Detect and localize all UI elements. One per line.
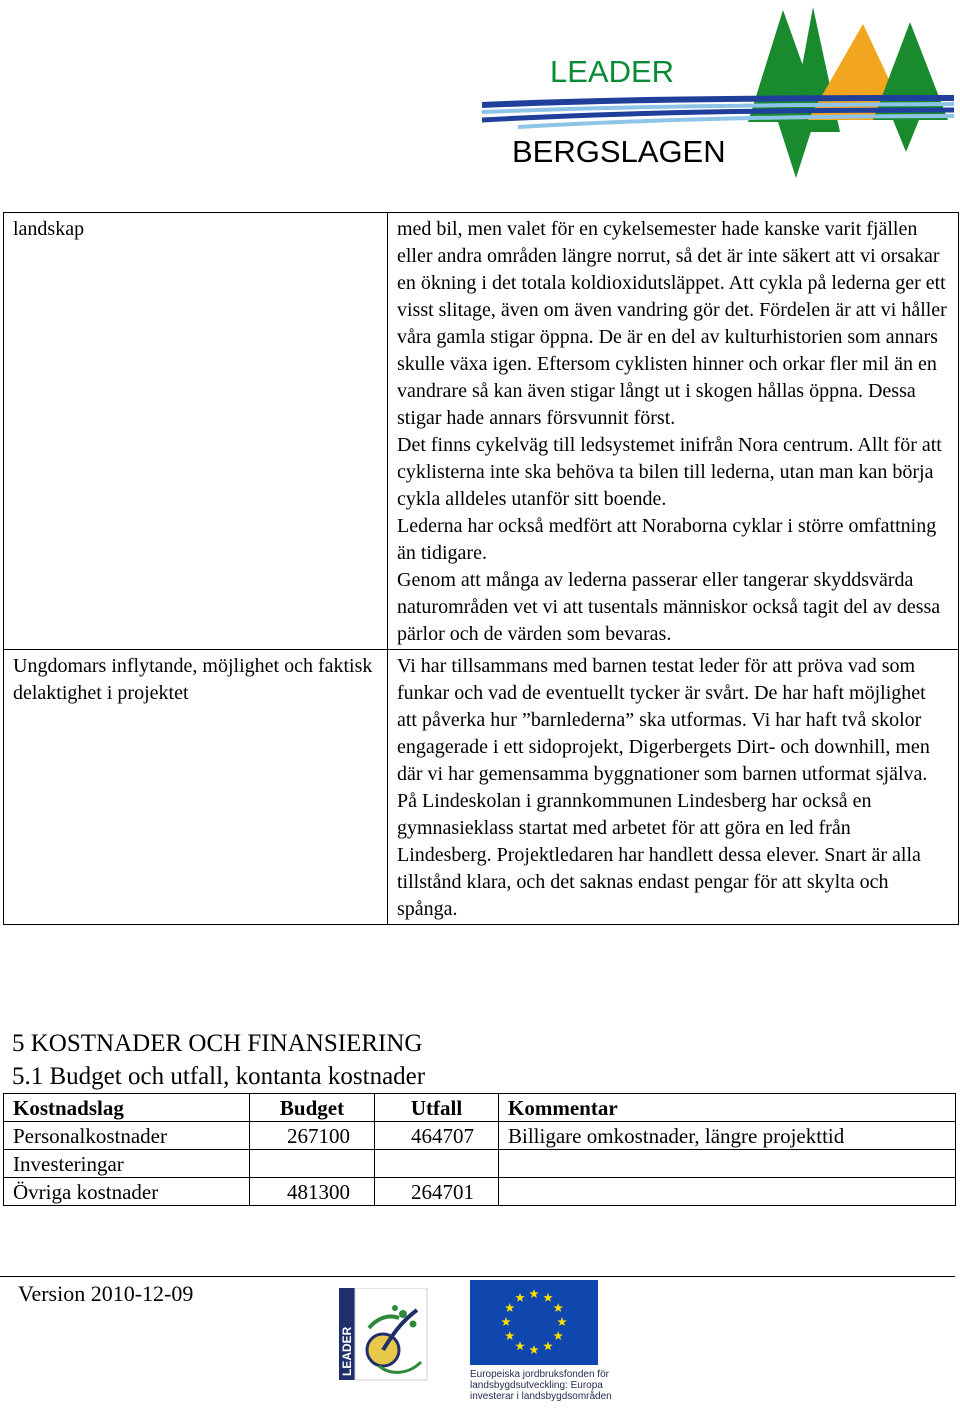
leader-emblem-logo: [339, 1288, 447, 1384]
eu-caption-line: landsbygdsutveckling: Europa: [470, 1380, 603, 1391]
eu-flag-icon: [470, 1280, 598, 1365]
footer-divider: [0, 1276, 955, 1277]
row-content: [388, 213, 959, 650]
table-row: [4, 213, 959, 650]
cell-budget: 481300: [250, 1178, 375, 1206]
cell-kostnadslag: Personalkostnader: [4, 1122, 250, 1150]
paragraph: Vi har tillsammans med barnen testat leder för att pröva vad som funkar och vad de eventuellt tycker är svårt. De har haft möjlighet att påverka hur ”barnlederna” ska utformas. Vi har haft två skolor engagerade i ett sidoprojekt, Digerbergets Dirt- och downhill, men där vi har gemensamma byggnationer som barnen utformat själva. På Lindeskolan i grannkommunen Lindesberg har också en gymnasieklass startat med arbetet för att göra en led från Lindesberg. Projektledaren har handlett dessa elever. Snart är alla tillstånd klara, och det saknas endast pengar för att skylta och spånga.: [397, 655, 930, 920]
section-heading: 5 KOSTNADER OCH FINANSIERING: [12, 1030, 423, 1057]
column-header-kommentar: Kommentar: [499, 1094, 956, 1122]
cell-budget: 267100: [250, 1122, 375, 1150]
eu-caption-line: investerar i landsbygdsområden: [470, 1391, 612, 1402]
paragraph: Lederna har också medfört att Noraborna cyklar i större omfattning än tidigare.: [397, 515, 937, 564]
row-label: landskap: [4, 213, 388, 650]
section-subheading: 5.1 Budget och utfall, kontanta kostnader: [12, 1063, 426, 1090]
column-header-utfall: Utfall: [375, 1094, 499, 1122]
cell-utfall: [375, 1150, 499, 1178]
paragraph: Det finns cykelväg till ledsystemet inifrån Nora centrum. Allt för att cyklisterna inte ska behöva ta bilen till lederna, utan man kan börja cykla alldeles utanför sitt boende.: [397, 434, 942, 510]
table-row: [4, 1178, 956, 1206]
cell-utfall: 264701: [375, 1178, 499, 1206]
column-header-kostnadslag: Kostnadslag: [4, 1094, 250, 1122]
cell-kommentar: Billigare omkostnader, längre projekttid: [499, 1122, 956, 1150]
row-content: [388, 650, 959, 925]
leader-bergslagen-logo: [478, 2, 958, 184]
table-row: [4, 1150, 956, 1178]
cell-kostnadslag: Övriga kostnader: [4, 1178, 250, 1206]
cell-kommentar: [499, 1150, 956, 1178]
cell-kostnadslag: Investeringar: [4, 1150, 250, 1178]
leader-emblem-text: LEADER: [340, 1326, 354, 1376]
cell-utfall: 464707: [375, 1122, 499, 1150]
report-table: [3, 212, 959, 925]
version-label: Version 2010-12-09: [18, 1281, 194, 1306]
table-row: [4, 1122, 956, 1150]
paragraph: med bil, men valet för en cykelsemester hade kanske varit fjällen eller andra områden längre norrut, så det är inte säkert att vi orsakar en ökning i det totala koldioxidutsläppet. Att cykla på lederna ger ett visst slitage, även om även vandring gör det. Fördelen är att vi håller våra gamla stigar öppna. De är en del av kulturhistorien som annars skulle växa igen. Eftersom cyklisten hinner och orkar fler mil än en vandrare så kan även stigar långt ut i skogen hållas öppna. Dessa stigar hade annars försvunnit först.: [397, 218, 947, 429]
table-header-row: [4, 1094, 956, 1122]
budget-table: [3, 1093, 956, 1206]
row-label: Ungdomars inflytande, möjlighet och faktisk delaktighet i projektet: [4, 650, 388, 925]
eu-caption: [470, 1369, 612, 1402]
logo-bergslagen-text: BERGSLAGEN: [512, 134, 726, 169]
eu-logo: [470, 1280, 612, 1410]
cell-budget: [250, 1150, 375, 1178]
table-row: [4, 650, 959, 925]
paragraph: Genom att många av lederna passerar eller tangerar skyddsvärda naturområden vet vi att tusentals människor också tagit del av dessa pärlor och de värden som bevaras.: [397, 569, 941, 645]
column-header-budget: Budget: [250, 1094, 375, 1122]
logo-leader-text: LEADER: [550, 54, 675, 89]
eu-caption-line: Europeiska jordbruksfonden för: [470, 1369, 609, 1380]
cell-kommentar: [499, 1178, 956, 1206]
